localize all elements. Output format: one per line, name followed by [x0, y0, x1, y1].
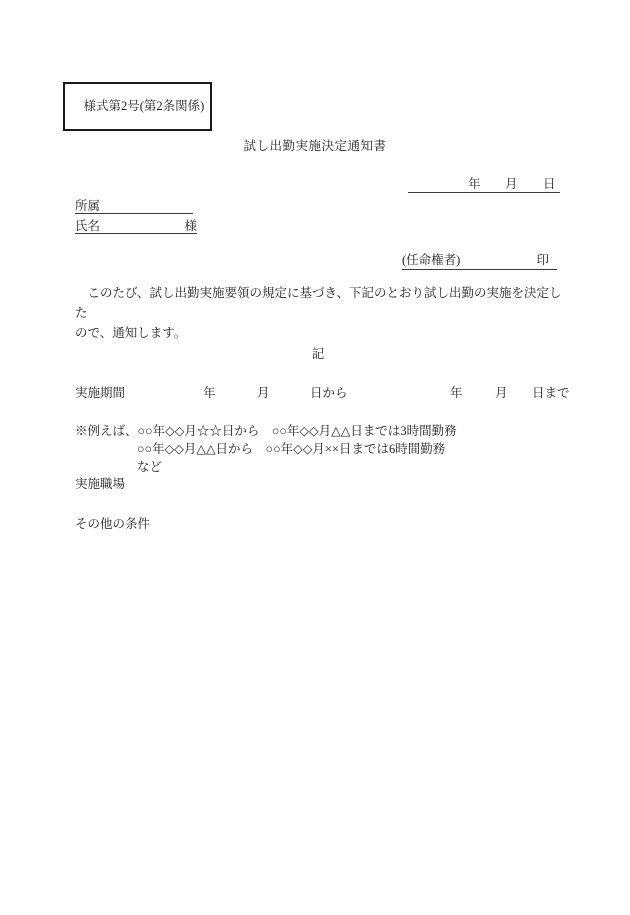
form-number-label: 様式第2号(第2条関係): [83, 99, 205, 113]
name-field: [75, 219, 197, 234]
period-from-year-label: 年: [203, 386, 216, 400]
appointing-authority-label: (任命権者): [402, 253, 461, 267]
workplace-label: 実施職場: [75, 477, 126, 491]
body-line-1: このたび、試し出勤実施要領の規定に基づき、下記のとおり試し出勤の実施を決定した: [75, 286, 562, 320]
appointing-authority-field: [402, 253, 557, 270]
date-year-label: 年: [468, 177, 481, 191]
issue-date-field: [408, 175, 560, 193]
seal-label: 印: [536, 253, 549, 267]
example-note-line-1: ※例えば、○○年◇◇月☆☆日から ○○年◇◇月△△日までは3時間勤務: [75, 424, 457, 438]
honorific-label: 様: [184, 219, 197, 233]
period-to-day-label: 日まで: [532, 386, 570, 400]
date-day-label: 日: [543, 177, 556, 191]
body-line-2: ので、通知します。: [75, 326, 187, 340]
example-note-line-2: ○○年◇◇月△△日から ○○年◇◇月××日までは6時間勤務: [137, 442, 446, 456]
other-conditions-label: その他の条件: [75, 517, 151, 531]
implementation-period-row: [0, 386, 630, 402]
period-from-day-label: 日から: [310, 386, 348, 400]
document-title: 試し出勤実施決定通知書: [243, 139, 387, 153]
name-label: 氏名: [75, 219, 101, 233]
example-note-line-3: など: [137, 460, 163, 474]
date-month-label: 月: [505, 177, 518, 191]
record-heading: 記: [311, 347, 325, 361]
form-number-box: [63, 82, 212, 131]
notification-body: [75, 283, 567, 343]
period-to-month-label: 月: [495, 386, 508, 400]
period-label: 実施期間: [75, 386, 126, 400]
affiliation-field: [75, 199, 193, 214]
period-from-month-label: 月: [257, 386, 270, 400]
affiliation-label: 所属: [75, 199, 101, 213]
period-to-year-label: 年: [450, 386, 463, 400]
